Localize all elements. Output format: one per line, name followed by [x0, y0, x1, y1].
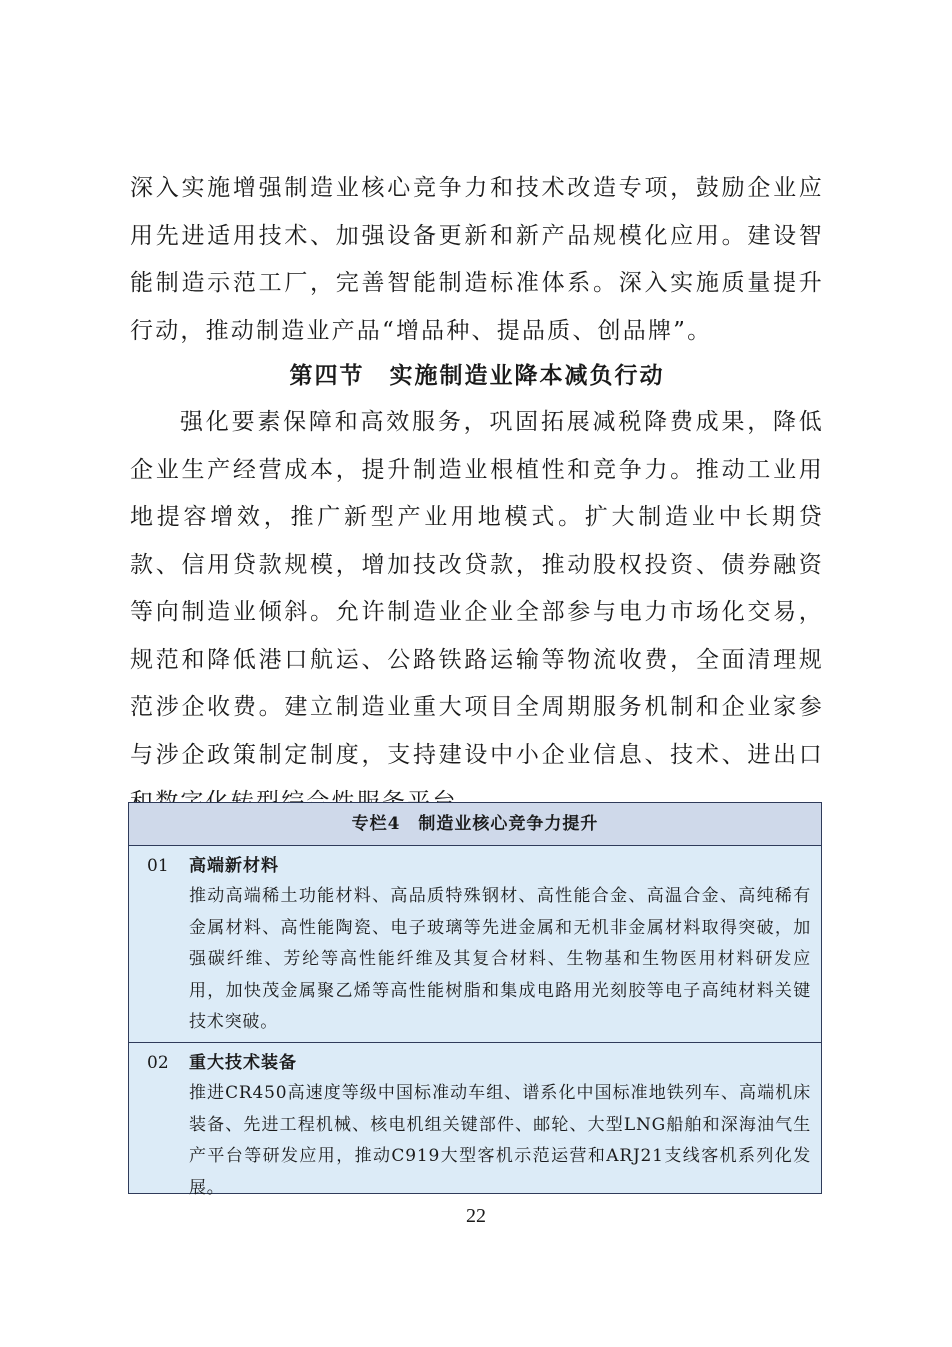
item-title: 重大技术装备	[189, 1053, 297, 1073]
item-number: 02	[147, 1053, 169, 1073]
feature-box-item	[129, 846, 821, 1042]
section-heading: 第四节 实施制造业降本减负行动	[289, 362, 665, 389]
item-number: 01	[147, 856, 169, 876]
item-body: 推进CR450高速度等级中国标准动车组、谱系化中国标准地铁列车、高端机床装备、先进工程机械、核电机组关键部件、邮轮、大型LNG船舶和深海油气生产平台等研发应用，推动C919大型客机示范运营和ARJ21支线客机系列化发展。	[189, 1083, 811, 1198]
feature-box-title: 专栏4 制造业核心竞争力提升	[129, 803, 821, 846]
page-number: 22	[466, 1205, 486, 1227]
item-body: 推动高端稀土功能材料、高品质特殊钢材、高性能合金、高温合金、高纯稀有金属材料、高性能陶瓷、电子玻璃等先进金属和无机非金属材料取得突破，加强碳纤维、芳纶等高性能纤维及其复合材料、生物基和生物医用材料研发应用，加快茂金属聚乙烯等高性能树脂和集成电路用光刻胶等电子高纯材料关键技术突破。	[189, 886, 811, 1032]
feature-box-item	[129, 1042, 821, 1198]
feature-box	[128, 802, 822, 1198]
body-paragraph-1: 深入实施增强制造业核心竞争力和技术改造专项，鼓励企业应用先进适用技术、加强设备更新和新产品规模化应用。建设智能制造示范工厂，完善智能制造标准体系。深入实施质量提升行动，推动制造业产品“增品种、提品质、创品牌”。	[130, 175, 824, 344]
body-paragraph-2: 强化要素保障和高效服务，巩固拓展减税降费成果，降低企业生产经营成本，提升制造业根植性和竞争力。推动工业用地提容增效，推广新型产业用地模式。扩大制造业中长期贷款、信用贷款规模，增加技改贷款，推动股权投资、债券融资等向制造业倾斜。允许制造业企业全部参与电力市场化交易，规范和降低港口航运、公路铁路运输等物流收费，全面清理规范涉企收费。建立制造业重大项目全周期服务机制和企业家参与涉企政策制定制度，支持建设中小企业信息、技术、进出口	[130, 409, 824, 768]
item-title: 高端新材料	[189, 856, 279, 876]
